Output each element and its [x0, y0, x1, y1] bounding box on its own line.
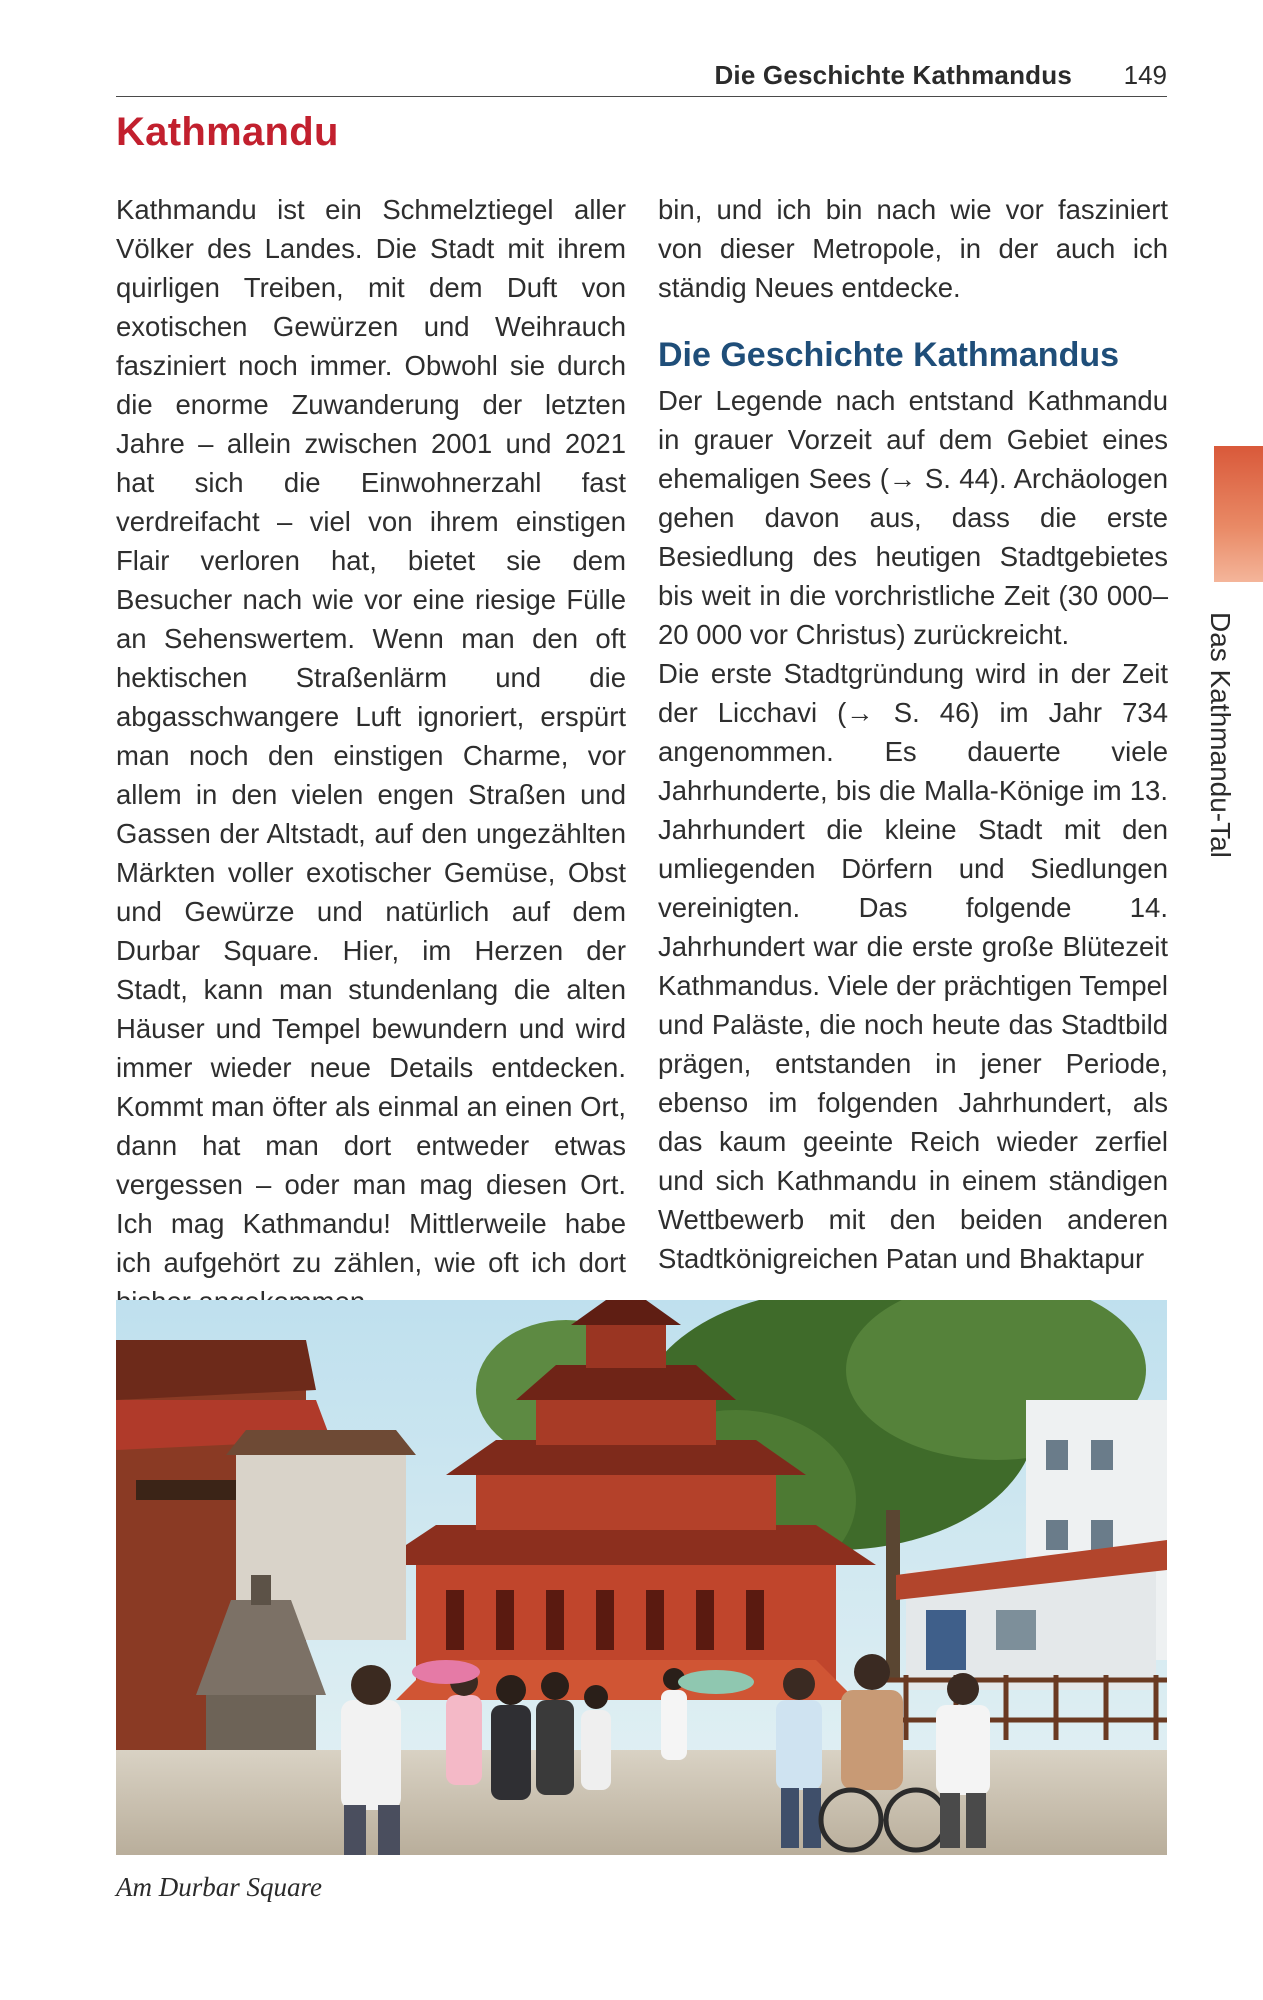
- photo-illustration: [116, 1300, 1167, 1855]
- section-heading: Die Geschichte Kathmandus: [658, 336, 1120, 374]
- history-paragraph-2: Die erste Stadtgründung wird in der Zeit der Licchavi (→ S. 46) im Jahr 734 angenommen. Es dauerte viele Jahrhunderte, bis die Malla-Könige im 13. Jahrhundert die kleine Stadt mit den umliegenden Dörfern und Siedlungen vereinigten. Das folgende 14. Jahrhundert war die erste große Blütezeit Kathmandus. Viele der prächtigen Tempel und Paläste, die noch heute das Stadtbild prägen, entstanden in jener Periode, ebenso im folgenden Jahrhundert, als das kaum geeinte Reich wieder zerfiel und sich Kathmandu in einem ständigen Wettbewerb mit den beiden anderen Stadtkönigreichen Patan und Bhaktapur: [658, 658, 1168, 1274]
- history-paragraph-1: Der Legende nach entstand Kathmandu in grauer Vorzeit auf dem Gebiet eines ehemaligen Sees (→ S. 44). Archäologen gehen davon aus, dass die erste Besiedlung des heutigen Stadtgebietes bis weit in die vorchristliche Zeit (30 000–20 000 vor Christus) zurückreicht.: [658, 385, 1168, 650]
- chapter-title: Kathmandu: [116, 110, 339, 154]
- chapter-thumb-tab: [1214, 446, 1263, 582]
- intro-paragraph: Kathmandu ist ein Schmelztiegel aller Völker des Landes. Die Stadt mit ihrem quirligen Treiben, mit dem Duft von exotischen Gewürzen und Weihrauch fasziniert noch immer. Obwohl sie durch die enorme Zuwanderung der letzten Jahre – allein zwischen 2001 und 2021 hat sich die Einwohnerzahl fast verdreifacht – viel von ihrem einstigen Flair verloren hat, bietet sie dem Besucher nach wie vor eine riesige Fülle an Sehenswertem. Wenn man den oft hektischen Straßenlärm und die abgasschwangere Luft ignoriert, erspürt man noch den einstigen Charme, vor allem in den vielen engen Straßen und Gassen der Altstadt, auf den ungezählten Märkten voller exotischer Gemüse, Obst und Gewürze und natürlich auf dem Durbar Square. Hier, im Herzen der Stadt, kann man stundenlang die alten Häuser und Tempel bewundern und wird immer wieder neue Details entdecken. Kommt man öfter als einmal an einen Ort, dann hat man dort entweder etwas vergessen – oder man mag diesen Ort. Ich mag Kathmandu! Mittlerweile habe ich aufgehört zu zählen, wie oft ich dort: [116, 194, 626, 1278]
- square-ground: [116, 1750, 1167, 1855]
- intro-paragraph-continuation: bin, und ich bin nach wie vor fasziniert von dieser Metropole, in der auch ich ständig Neues entdecke.: [658, 194, 1168, 303]
- right-column: [658, 190, 1168, 1290]
- durbar-square-photo: [116, 1300, 1167, 1855]
- running-title: Die Geschichte Kathmandus: [714, 60, 1072, 90]
- chapter-side-label: Das Kathmandu-Tal: [1205, 612, 1236, 858]
- left-column: [116, 190, 626, 1290]
- running-header: [116, 58, 1167, 97]
- page-number: 149: [1123, 60, 1167, 90]
- photo-caption: Am Durbar Square: [116, 1872, 322, 1902]
